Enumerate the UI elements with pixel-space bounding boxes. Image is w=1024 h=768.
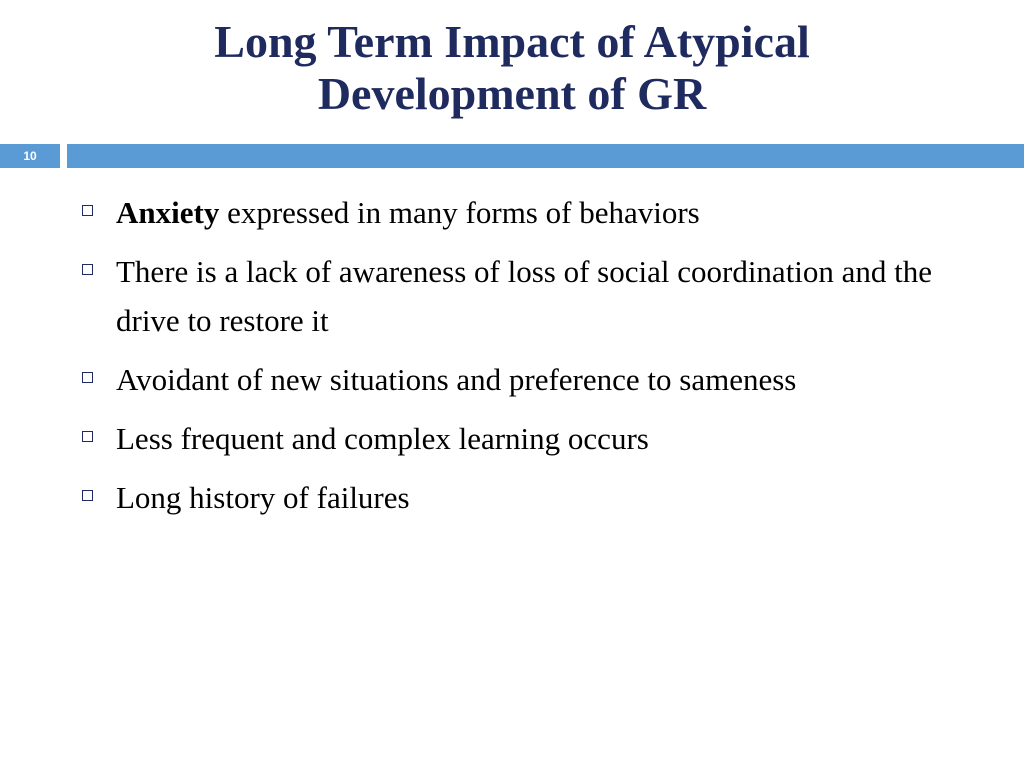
bullet-item-failures [80,473,960,522]
header-accent-bar [67,144,1024,168]
square-bullet-icon [82,490,93,501]
slide-title [40,16,984,120]
page-number: 10 [0,144,60,168]
bullet-item-learning [80,414,960,463]
bullet-emphasis: Anxiety [116,195,220,230]
bullet-item-avoidant [80,355,960,404]
bullet-item-awareness [80,247,960,345]
bullet-text: expressed in many forms of behaviors [219,195,700,230]
bullet-item-anxiety [80,188,960,237]
bullet-text: Long history of failures [116,480,410,515]
bullet-text: There is a lack of awareness of loss of social coordination and the drive to restore it [116,254,933,338]
square-bullet-icon [82,431,93,442]
slide-title-line-1: Long Term Impact of Atypical [214,16,810,67]
bullet-list [80,188,960,532]
square-bullet-icon [82,264,93,275]
bullet-text: Avoidant of new situations and preference to sameness [116,362,797,397]
square-bullet-icon [82,205,93,216]
bullet-text: Less frequent and complex learning occurs [116,421,649,456]
square-bullet-icon [82,372,93,383]
slide-title-line-2: Development of GR [317,68,707,119]
